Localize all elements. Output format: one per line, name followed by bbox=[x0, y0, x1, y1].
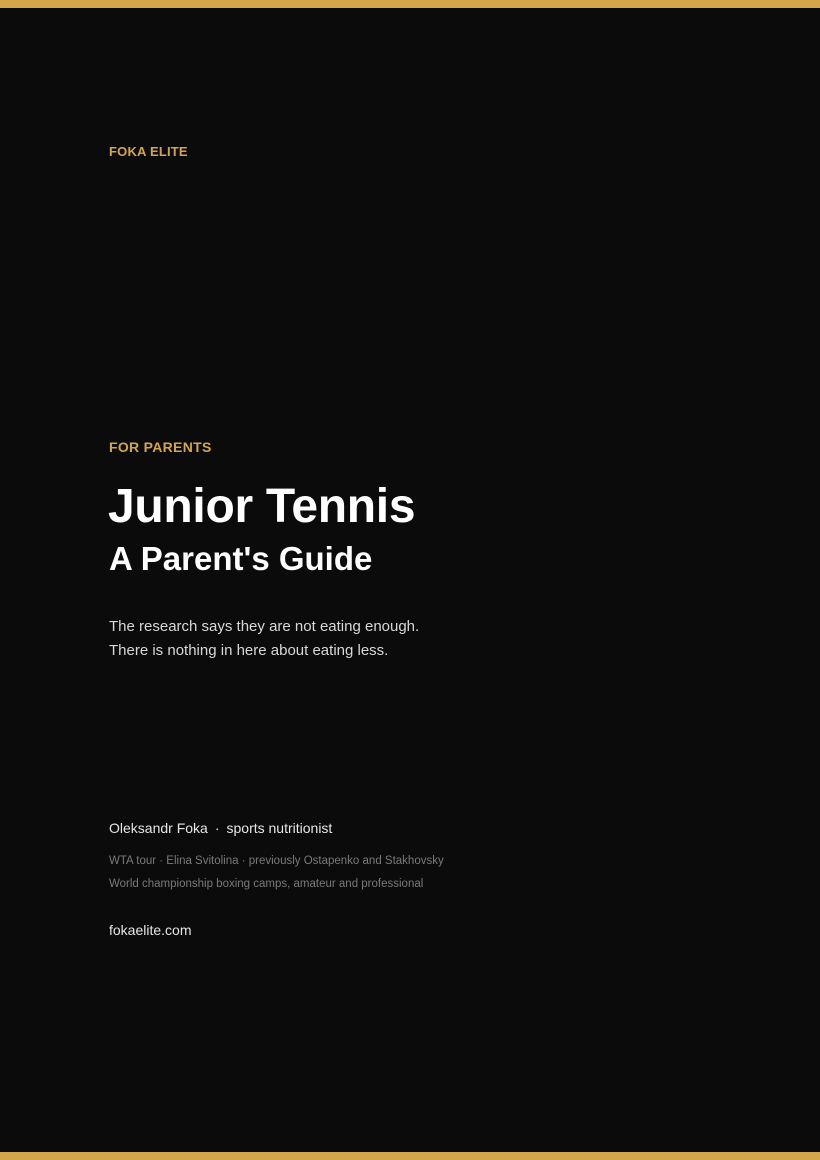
credit-line: WTA tour · Elina Svitolina · previously Ostapenko and Stakhovsky bbox=[109, 855, 444, 867]
top-accent-bar bbox=[0, 0, 820, 8]
website-url: fokaelite.com bbox=[109, 922, 192, 938]
author-separator: · bbox=[214, 820, 220, 836]
author-name: Oleksandr Foka bbox=[109, 820, 208, 836]
brand-name: FOKA ELITE bbox=[109, 144, 188, 159]
document-subtitle: A Parent's Guide bbox=[109, 540, 373, 577]
bottom-accent-bar bbox=[0, 1152, 820, 1160]
author-role: sports nutritionist bbox=[226, 820, 333, 836]
tagline-line: There is nothing in here about eating less. bbox=[109, 641, 389, 659]
tagline-line: The research says they are not eating enough. bbox=[109, 618, 420, 635]
credit-line: World championship boxing camps, amateur and professional bbox=[109, 878, 424, 890]
author-line bbox=[109, 820, 332, 836]
audience-label: FOR PARENTS bbox=[109, 439, 212, 455]
tagline bbox=[109, 615, 419, 662]
document-title: Junior Tennis bbox=[108, 480, 416, 533]
author-credits bbox=[109, 850, 444, 896]
